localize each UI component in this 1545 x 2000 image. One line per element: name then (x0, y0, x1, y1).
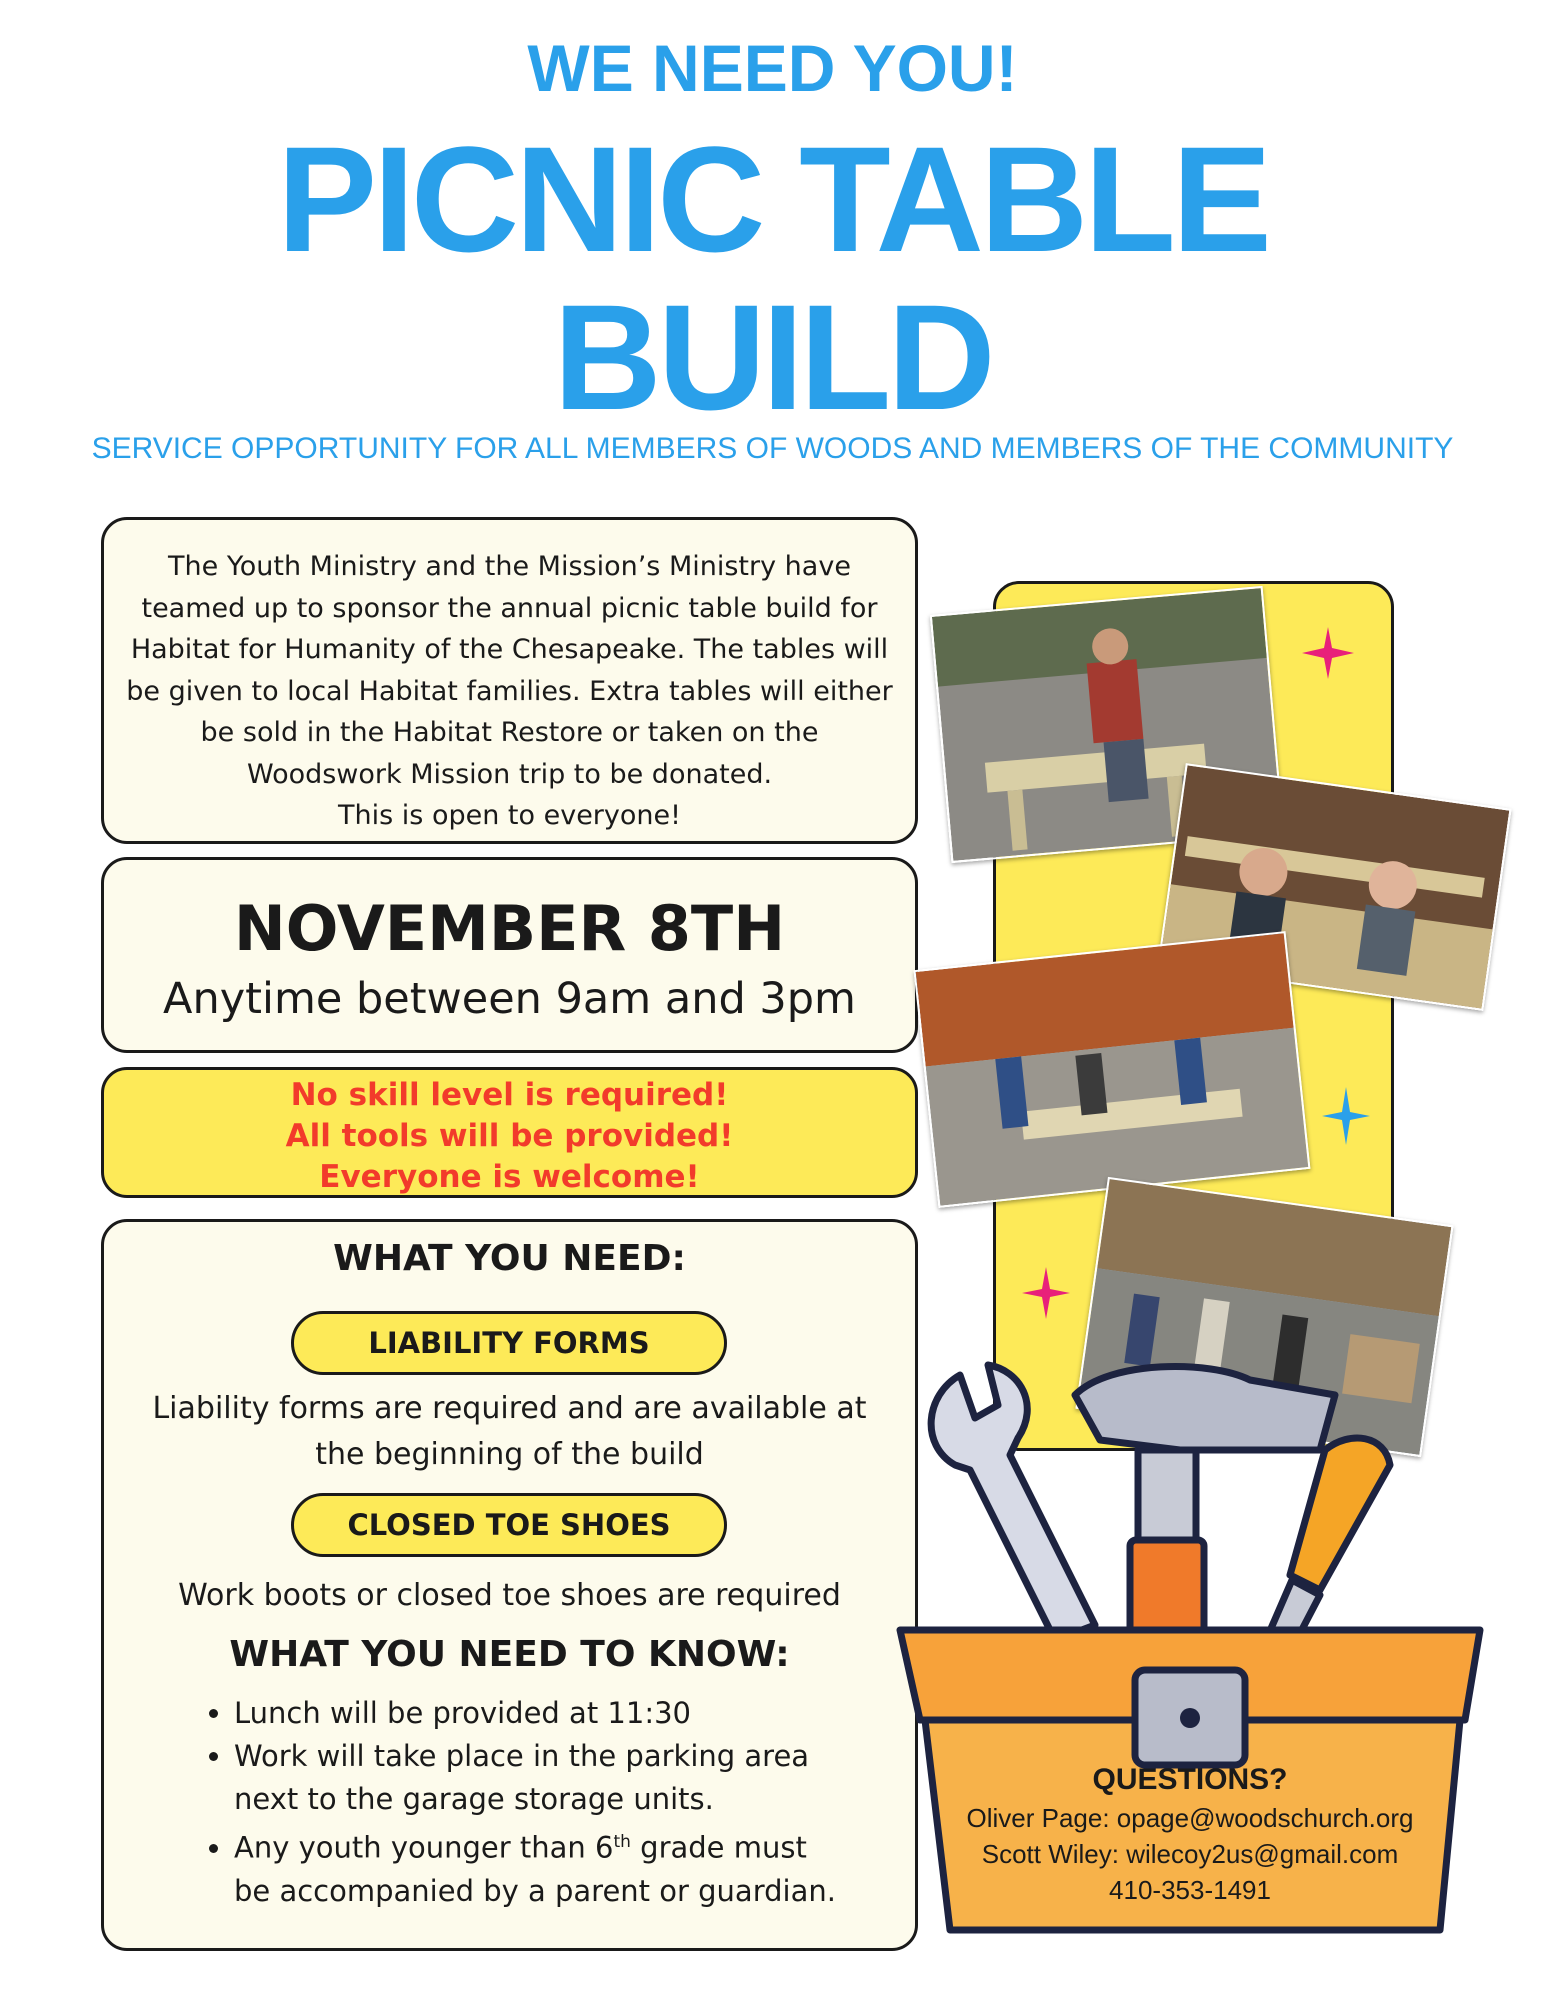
event-time: Anytime between 9am and 3pm (163, 974, 856, 1024)
notice-box (101, 1067, 918, 1198)
intro-line: Habitat for Humanity of the Chesapeake. The tables will (130, 634, 889, 665)
questions-title: QUESTIONS? (1092, 1763, 1288, 1796)
contact-scott: Scott Wiley: wilecoy2us@gmail.com (981, 1839, 1399, 1869)
shoes-text: Work boots or closed toe shoes are required (178, 1578, 841, 1613)
list-item: • Any youth younger than 6th grade must be accompanied by a parent or guardian. (234, 1821, 924, 1913)
title-line-2: BUILD (553, 273, 992, 441)
event-date: NOVEMBER 8TH (233, 892, 786, 965)
intro-line: The Youth Ministry and the Mission’s Ministry have (168, 551, 851, 582)
star-icon (1320, 1085, 1372, 1147)
photo-group-building (914, 931, 1311, 1208)
know-list (194, 1692, 924, 1913)
star-icon (1300, 625, 1356, 681)
needs-box (101, 1219, 918, 1951)
intro-line: This is open to everyone! (338, 800, 681, 831)
liability-text-line: Liability forms are required and are available at (152, 1391, 867, 1426)
notice-line: Everyone is welcome! (319, 1159, 700, 1195)
notice-line: All tools will be provided! (285, 1118, 734, 1154)
liability-forms-pill: LIABILITY FORMS (291, 1311, 727, 1375)
notice-line: No skill level is required! (290, 1077, 729, 1113)
list-item: • Work will take place in the parking area next to the garage storage units. (234, 1735, 924, 1821)
wrench-icon (931, 1365, 1095, 1640)
questions-block (925, 1760, 1455, 1908)
intro-line: be given to local Habitat families. Extra tables will either (126, 675, 893, 707)
needs-title: WHAT YOU NEED: (333, 1238, 686, 1279)
list-item: • Lunch will be provided at 11:30 (234, 1692, 924, 1735)
contact-phone: 410-353-1491 (1109, 1875, 1271, 1905)
intro-line: be sold in the Habitat Restore or taken on the (200, 717, 819, 748)
kicker-heading: WE NEED YOU! (527, 31, 1018, 105)
title-line-1: PICNIC TABLE (277, 115, 1268, 283)
liability-text (104, 1386, 915, 1478)
intro-box (101, 517, 918, 844)
closed-toe-shoes-pill: CLOSED TOE SHOES (291, 1493, 727, 1557)
subtitle: SERVICE OPPORTUNITY FOR ALL MEMBERS OF WOODS AND MEMBERS OF THE COMMUNITY (91, 432, 1454, 465)
intro-line: Woodswork Mission trip to be donated. (246, 758, 773, 790)
date-box (101, 857, 918, 1053)
star-icon (1020, 1265, 1072, 1321)
contact-oliver: Oliver Page: opage@woodschurch.org (966, 1803, 1414, 1833)
page-title (0, 115, 1545, 441)
liability-text-line: the beginning of the build (315, 1437, 704, 1472)
intro-line: teamed up to sponsor the annual picnic table build for (141, 592, 878, 624)
know-title: WHAT YOU NEED TO KNOW: (229, 1634, 790, 1675)
